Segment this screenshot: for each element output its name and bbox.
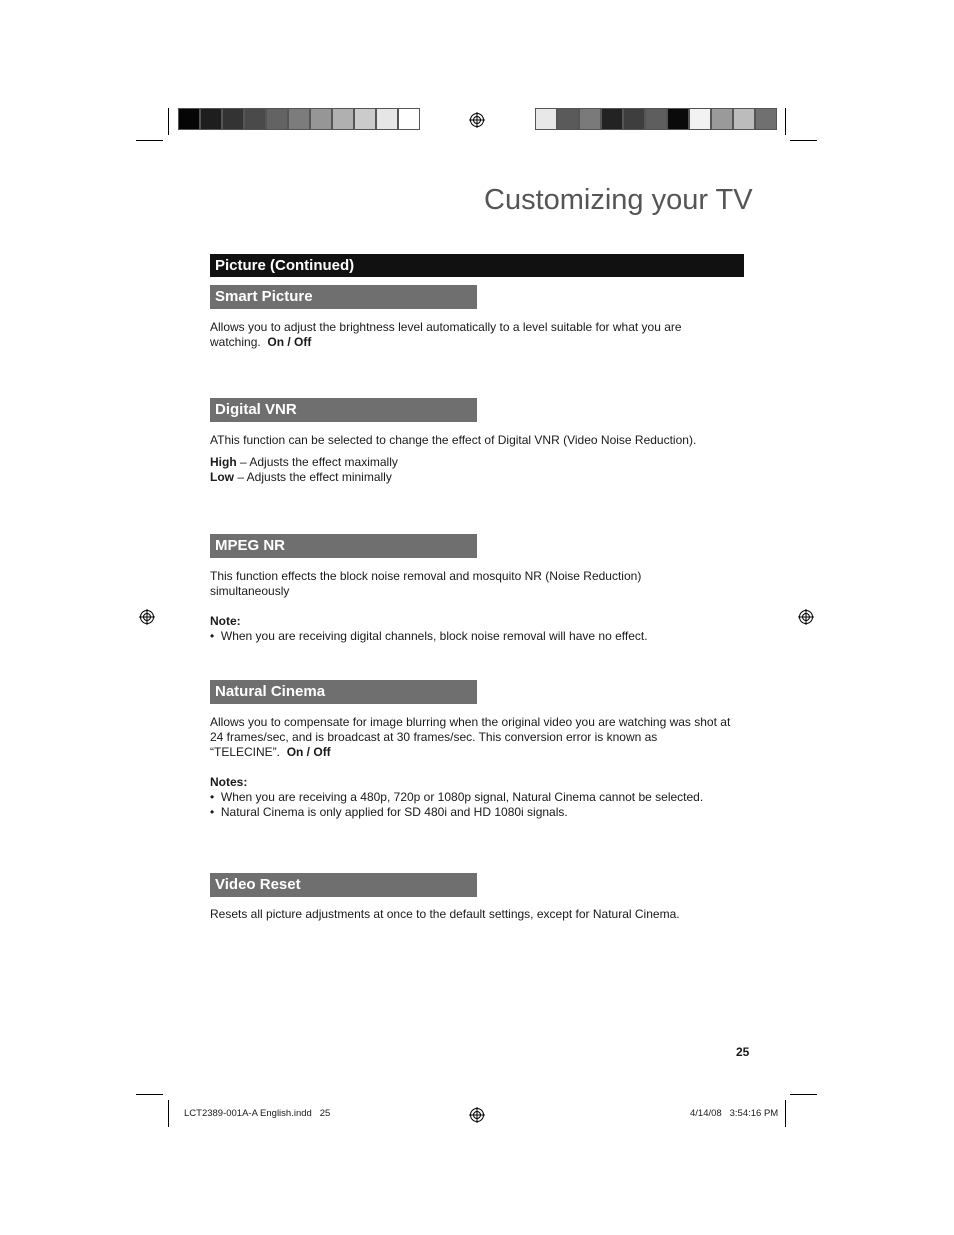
registration-mark-icon [469, 1107, 485, 1123]
color-swatch [535, 108, 557, 130]
natural-cinema-heading: Natural Cinema [210, 680, 477, 704]
color-swatch [601, 108, 623, 130]
mpeg-nr-heading: MPEG NR [210, 534, 477, 558]
color-swatch [689, 108, 711, 130]
list-item: • When you are receiving a 480p, 720p or 1080p signal, Natural Cinema cannot be selected. [210, 790, 704, 804]
color-swatch [645, 108, 667, 130]
mpeg-nr-text: This function effects the block noise removal and mosquito NR (Noise Reduction) simultaneously [210, 569, 642, 598]
smart-picture-heading: Smart Picture [210, 285, 477, 309]
color-swatch [222, 108, 244, 130]
color-swatch [288, 108, 310, 130]
color-swatch [557, 108, 579, 130]
smart-picture-options: On / Off [267, 335, 312, 349]
mpeg-nr-note-text: When you are receiving digital channels, block noise removal will have no effect. [220, 629, 648, 643]
mpeg-nr-note-label: Note: [210, 614, 241, 628]
crop-mark [136, 1094, 163, 1095]
page-title: Customizing your TV [484, 184, 753, 216]
color-bar-right [535, 108, 777, 130]
footer-file-name: LCT2389-001A-A English.indd 25 [184, 1108, 331, 1119]
digital-vnr-text: AThis function can be selected to change the effect of Digital VNR (Video Noise Reduction). [210, 433, 697, 447]
color-swatch [711, 108, 733, 130]
low-text: – Adjusts the effect minimally [234, 470, 392, 484]
color-swatch [623, 108, 645, 130]
high-label: High [210, 455, 237, 469]
digital-vnr-high [210, 455, 740, 470]
video-reset-text: Resets all picture adjustments at once to the default settings, except for Natural Cinema. [210, 907, 680, 921]
crop-mark [790, 140, 817, 141]
registration-mark-icon [798, 609, 814, 625]
registration-mark-icon [139, 609, 155, 625]
low-label: Low [210, 470, 234, 484]
natural-cinema-note-1: When you are receiving a 480p, 720p or 1080p signal, Natural Cinema cannot be selected. [220, 790, 704, 804]
natural-cinema-options: On / Off [286, 745, 331, 759]
crop-mark [168, 1100, 169, 1127]
natural-cinema-description [210, 715, 735, 760]
color-swatch [354, 108, 376, 130]
color-swatch [266, 108, 288, 130]
color-swatch [667, 108, 689, 130]
color-swatch [398, 108, 420, 130]
smart-picture-text: Allows you to adjust the brightness level automatically to a level suitable for what you are watching. [210, 320, 682, 349]
color-swatch [579, 108, 601, 130]
color-bar-left [178, 108, 420, 130]
digital-vnr-low [210, 470, 740, 485]
crop-mark [136, 140, 163, 141]
natural-cinema-text: Allows you to compensate for image blurring when the original video you are watching was shot at 24 frames/sec, and is broadcast at 30 frames/sec. This conversion error is known as “TELECINE”. [210, 715, 731, 759]
color-swatch [310, 108, 332, 130]
crop-mark [785, 1100, 786, 1127]
crop-mark [790, 1094, 817, 1095]
footer-timestamp: 4/14/08 3:54:16 PM [690, 1108, 779, 1119]
color-swatch [755, 108, 777, 130]
color-swatch [178, 108, 200, 130]
page-number: 25 [736, 1045, 750, 1059]
high-text: – Adjusts the effect maximally [236, 455, 398, 469]
natural-cinema-notes-label: Notes: [210, 775, 248, 789]
digital-vnr-heading: Digital VNR [210, 398, 477, 422]
color-swatch [332, 108, 354, 130]
section-header: Picture (Continued) [210, 254, 744, 277]
list-item: • Natural Cinema is only applied for SD 480i and HD 1080i signals. [210, 805, 568, 819]
crop-mark [785, 108, 786, 135]
crop-mark [168, 108, 169, 135]
smart-picture-description [210, 320, 740, 350]
color-swatch [733, 108, 755, 130]
natural-cinema-note-2: Natural Cinema is only applied for SD 480i and HD 1080i signals. [220, 805, 568, 819]
color-swatch [376, 108, 398, 130]
registration-mark-icon [469, 112, 485, 128]
color-swatch [244, 108, 266, 130]
video-reset-heading: Video Reset [210, 873, 477, 897]
color-swatch [200, 108, 222, 130]
list-item: • When you are receiving digital channels, block noise removal will have no effect. [210, 629, 648, 643]
